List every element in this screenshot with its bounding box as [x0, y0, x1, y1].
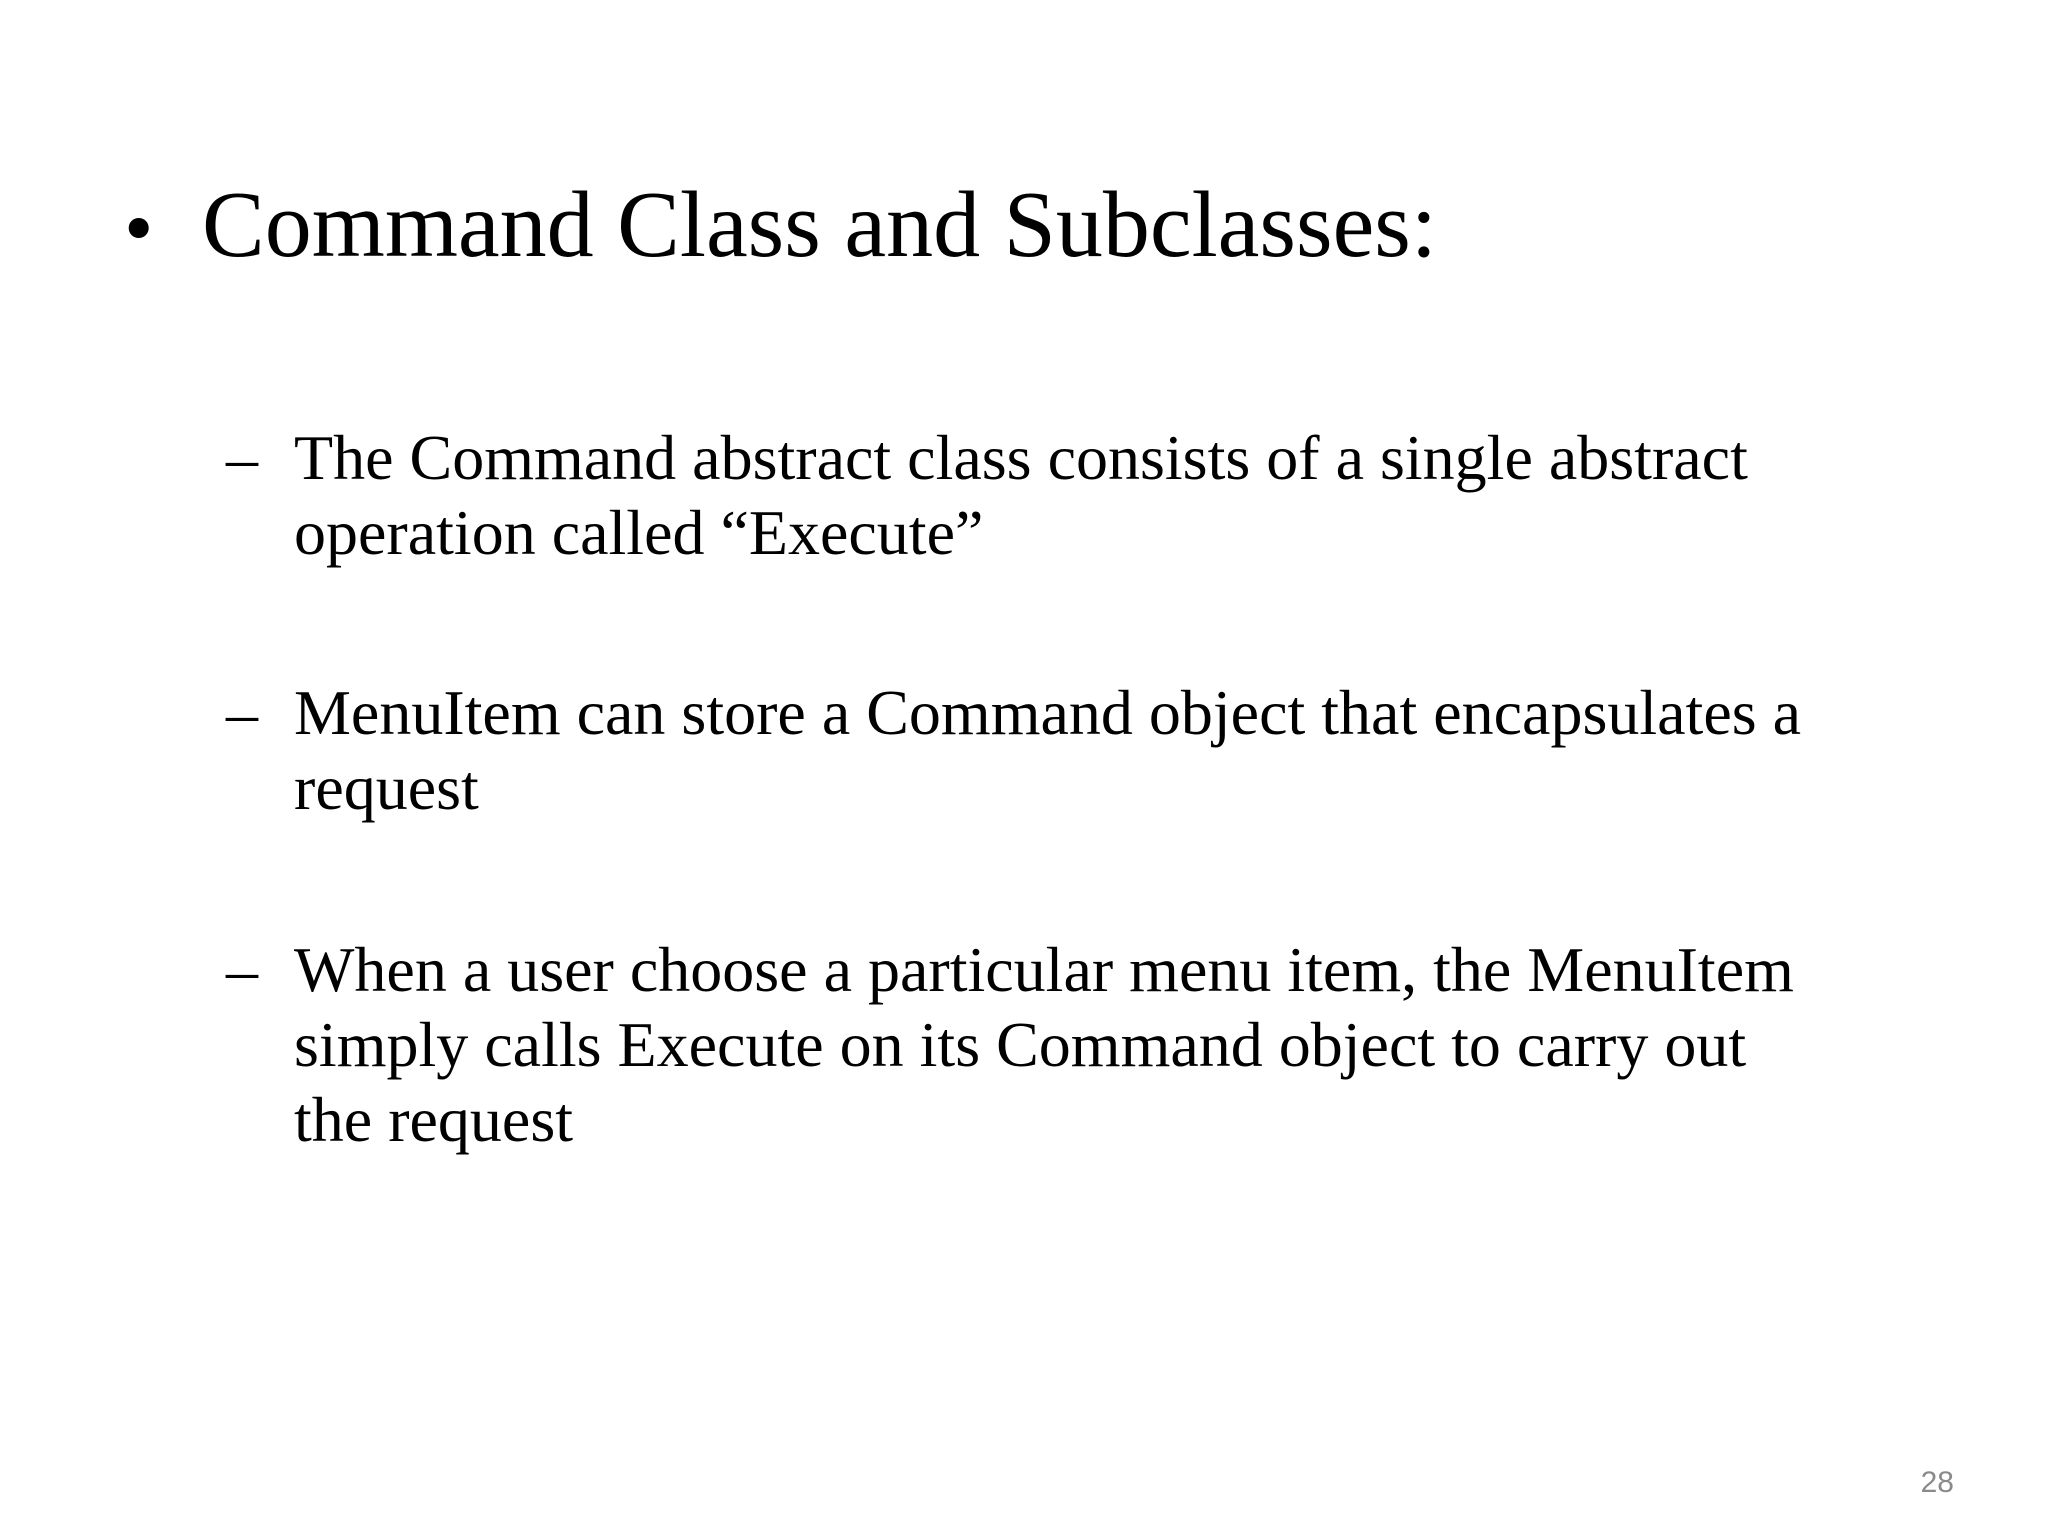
text-line: the request — [294, 1084, 573, 1155]
dash-icon: – — [226, 677, 258, 748]
sub-bullet-command-abstract-class — [226, 420, 1986, 570]
sub-bullet-menuitem-store-command — [226, 675, 1986, 825]
text-line: When a user choose a particular menu item, the MenuItem — [294, 934, 1794, 1005]
slide-heading: Command Class and Subclasses: — [202, 173, 1437, 277]
text-line: MenuItem can store a Command object that encapsulates a — [294, 677, 1802, 748]
bullet-icon: • — [124, 182, 154, 275]
dash-icon: – — [226, 422, 258, 493]
sub-bullet-text — [294, 932, 1986, 1157]
text-line: simply calls Execute on its Command object to carry out — [294, 1009, 1747, 1080]
dash-icon: – — [226, 934, 258, 1005]
text-line: operation called “Execute” — [294, 497, 984, 568]
sub-bullet-menuitem-execute — [226, 932, 1986, 1157]
text-line: The Command abstract class consists of a single abstract — [294, 422, 1748, 493]
text-line: request — [294, 752, 479, 823]
page-number: 28 — [1920, 1466, 1954, 1499]
sub-bullet-text — [294, 675, 1986, 825]
main-bullet — [124, 173, 1437, 277]
sub-bullet-text — [294, 420, 1986, 570]
